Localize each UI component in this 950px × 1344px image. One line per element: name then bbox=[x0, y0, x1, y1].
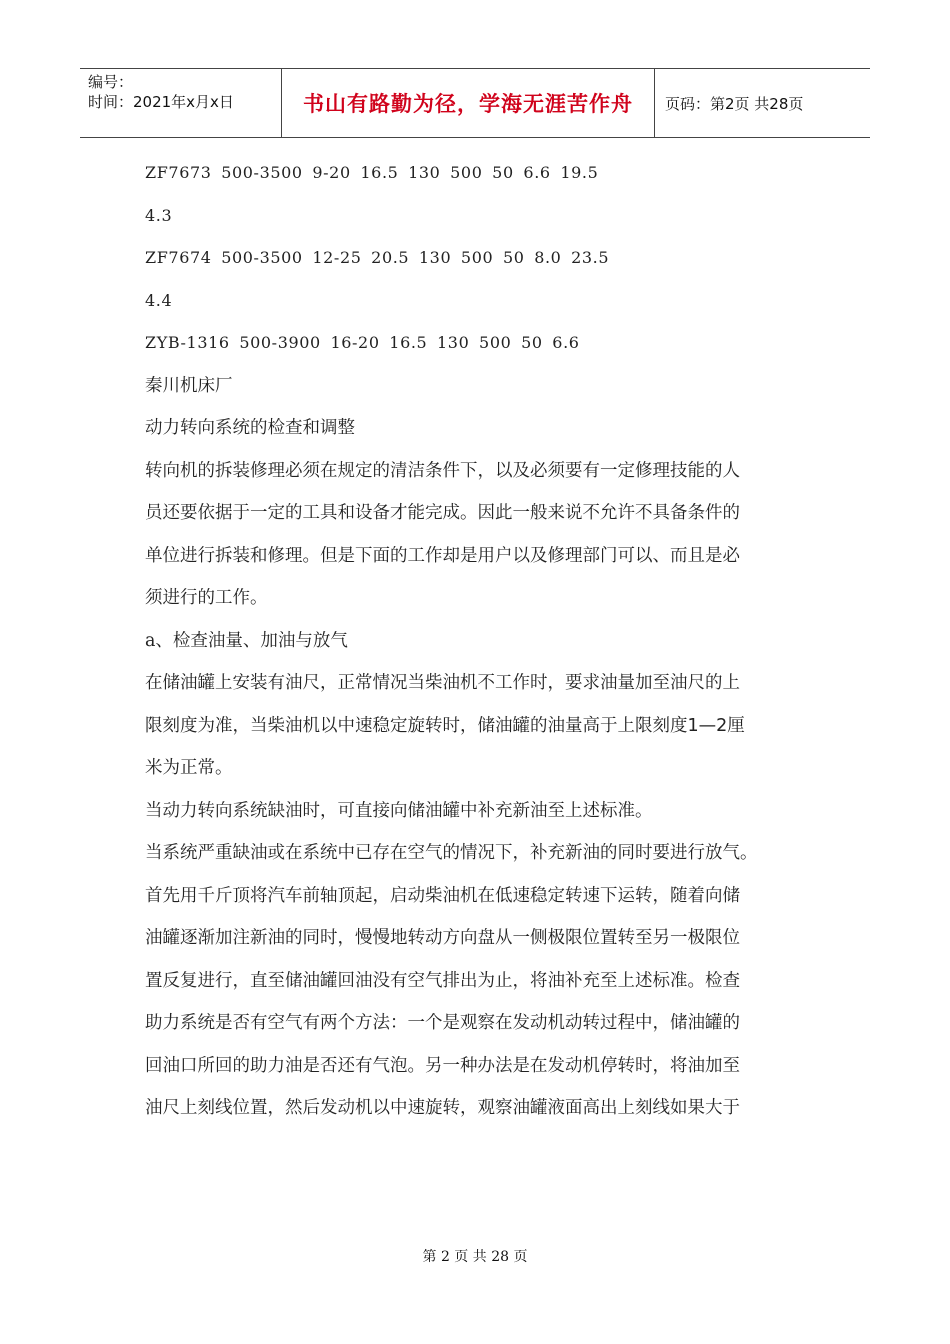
manufacturer-name: 秦川机床厂 bbox=[145, 375, 233, 396]
header-page-cell bbox=[655, 69, 870, 137]
paragraph-line: 置反复进行，直至储油罐回油没有空气排出为止，将油补充至上述标准。检查 bbox=[145, 970, 740, 991]
page-header bbox=[80, 68, 870, 138]
header-meta-cell bbox=[80, 69, 280, 137]
paragraph-line: 当动力转向系统缺油时，可直接向储油罐中补充新油至上述标准。 bbox=[145, 800, 653, 821]
spec-row: ZF7673 500-3500 9-20 16.5 130 500 50 6.6 19.5 bbox=[145, 163, 599, 182]
subsection-heading: a、检查油量、加油与放气 bbox=[145, 630, 348, 651]
paragraph-line: 单位进行拆装和修理。但是下面的工作却是用户以及修理部门可以、而且是必 bbox=[145, 545, 740, 566]
spec-row: ZYB-1316 500-3900 16-20 16.5 130 500 50 6.6 bbox=[145, 333, 580, 352]
spec-row-continuation: 4.3 bbox=[145, 205, 173, 225]
document-body bbox=[145, 152, 815, 1130]
doc-number-label: 编号： bbox=[88, 73, 134, 91]
paragraph-line: 油罐逐渐加注新油的同时，慢慢地转动方向盘从一侧极限位置转至另一极限位 bbox=[145, 928, 740, 948]
time-label: 时间：2021年x月x日 bbox=[88, 93, 234, 111]
paragraph-line: 转向机的拆装修理必须在规定的清洁条件下，以及必须要有一定修理技能的人 bbox=[145, 460, 740, 481]
paragraph-line: 米为正常。 bbox=[145, 758, 233, 778]
paragraph-line: 员还要依据于一定的工具和设备才能完成。因此一般来说不允许不具备条件的 bbox=[145, 503, 740, 523]
paragraph-line: 限刻度为准，当柴油机以中速稳定旋转时，储油罐的油量高于上限刻度1—2厘 bbox=[145, 715, 745, 736]
paragraph-line: 首先用千斤顶将汽车前轴顶起，启动柴油机在低速稳定转速下运转，随着向储 bbox=[145, 885, 740, 906]
paragraph-line: 助力系统是否有空气有两个方法：一个是观察在发动机动转过程中，储油罐的 bbox=[145, 1013, 740, 1033]
page-code: 页码：第2页 共28页 bbox=[665, 94, 804, 113]
paragraph-line: 回油口所回的助力油是否还有气泡。另一种办法是在发动机停转时，将油加至 bbox=[145, 1055, 740, 1076]
paragraph-line: 在储油罐上安装有油尺，正常情况当柴油机不工作时，要求油量加至油尺的上 bbox=[145, 673, 740, 693]
motto-text: 书山有路勤为径，学海无涯苦作舟 bbox=[303, 92, 633, 116]
page-footer: 第 2 页 共 28 页 bbox=[422, 1249, 528, 1265]
header-motto-cell bbox=[281, 69, 655, 137]
spec-row-continuation: 4.4 bbox=[145, 290, 173, 310]
paragraph-line: 油尺上刻线位置，然后发动机以中速旋转，观察油罐液面高出上刻线如果大于 bbox=[145, 1098, 740, 1118]
paragraph-line: 当系统严重缺油或在系统中已存在空气的情况下，补充新油的同时要进行放气。 bbox=[145, 843, 758, 863]
section-heading: 动力转向系统的检查和调整 bbox=[145, 418, 355, 438]
spec-row: ZF7674 500-3500 12-25 20.5 130 500 50 8.0 23.5 bbox=[145, 248, 610, 267]
paragraph-line: 须进行的工作。 bbox=[145, 588, 268, 608]
